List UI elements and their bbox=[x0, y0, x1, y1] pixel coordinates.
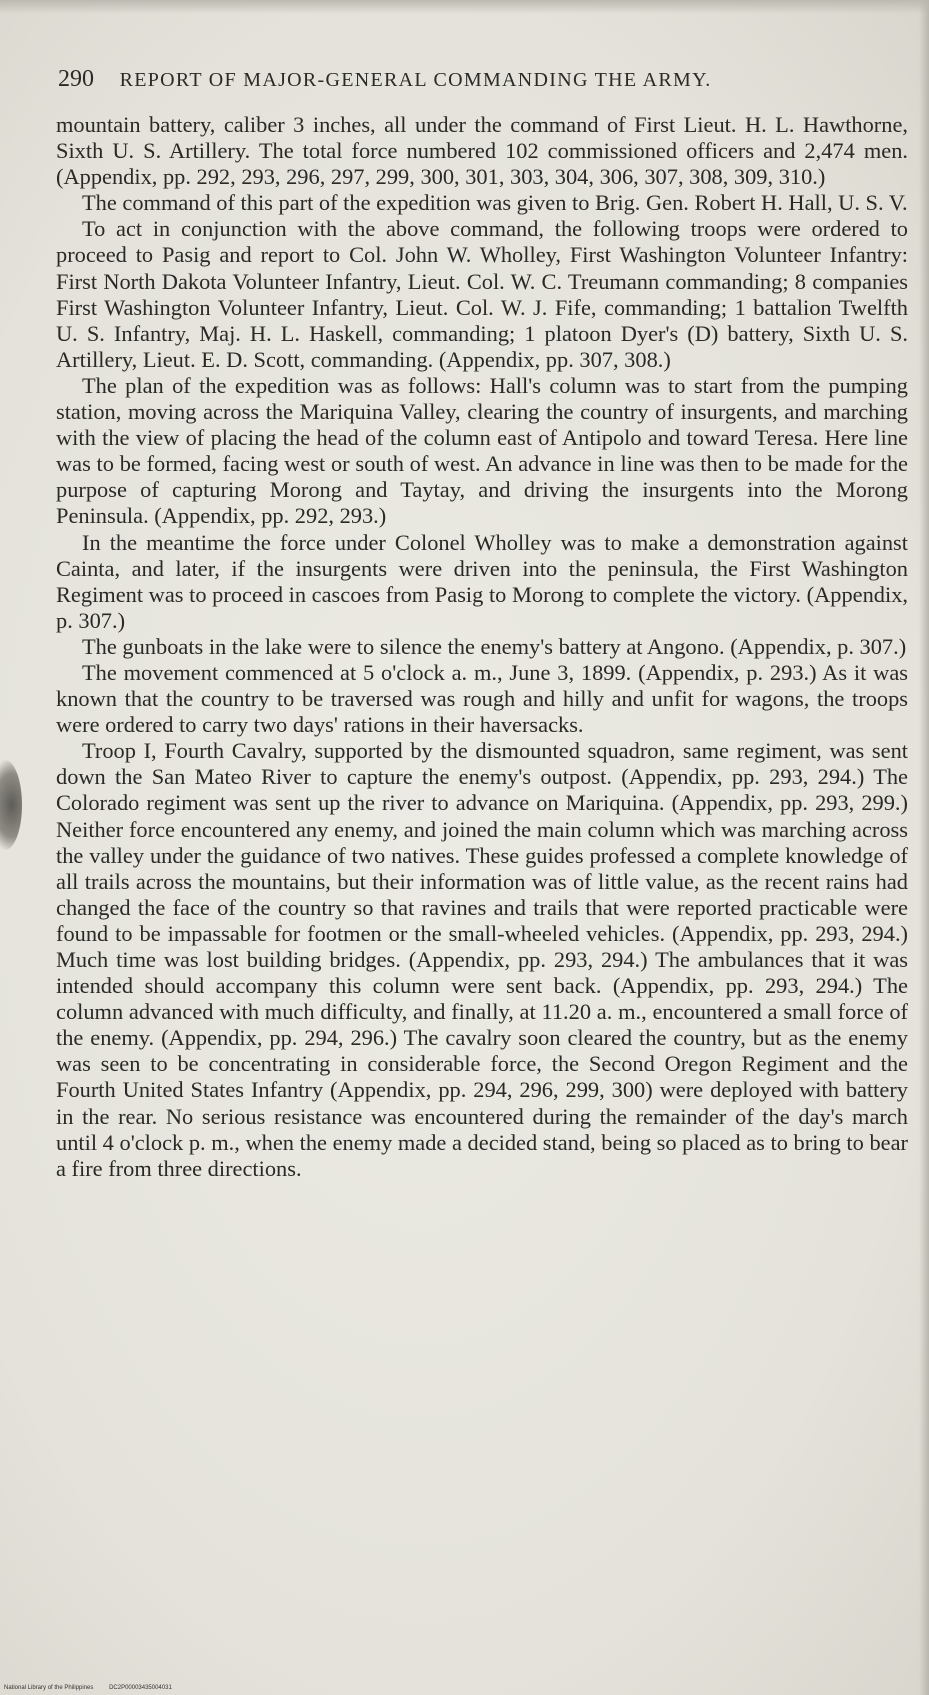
body-text bbox=[56, 112, 908, 1182]
scan-code: DC2P00003435004031 bbox=[109, 1685, 172, 1691]
page-header bbox=[58, 66, 908, 93]
library-credit: National Library of the Philippines bbox=[4, 1685, 94, 1691]
paragraph-5: In the meantime the force under Colonel Wholley was to make a demonstration against Cainta, and later, if the insurgents were driven into the peninsula, the First Washington Regiment was to proceed in cascoes from Pasig to Morong to complete the victory. (Appendix, p. 307.) bbox=[56, 529, 908, 633]
scan-top-shadow bbox=[0, 0, 929, 14]
paragraph-3: To act in conjunction with the above command, the following troops were ordered to proceed to Pasig and report to Col. John W. Wholley, First Washington Volunteer Infantry: First North Dakota Volunteer Infantry, Lieut. Col. W. C. Treumann commanding; 8 companies First Washington Volunteer Infantry, Lieut. Col. W. J. Fife, commanding; 1 battalion Twelfth U. S. Infantry, Maj. H. L. Haskell, commanding; 1 platoon Dyer's (D) battery, Sixth U. S. Artillery, Lieut. E. D. Scott, commanding. (Appendix, pp. 307, 308.) bbox=[56, 216, 908, 372]
paragraph-7: The movement commenced at 5 o'clock a. m., June 3, 1899. (Appendix, p. 293.) As it was known that the country to be traversed was rough and hilly and unfit for wagons, the troops were ordered to carry two days' rations in their haversacks. bbox=[56, 659, 908, 738]
scan-footer bbox=[4, 1685, 186, 1691]
scan-right-edge bbox=[919, 0, 929, 1695]
paragraph-8: Troop I, Fourth Cavalry, supported by the dismounted squadron, same regiment, was sent down the San Mateo River to capture the enemy's outpost. (Appendix, pp. 293, 294.) The Colorado regiment was sent up the river to advance on Mariquina. (Appendix, pp. 293, 299.) Neither force encountered any enemy, and joined the main column which was marching across the valley under the guidance of two natives. These guides professed a complete knowledge of all trails across the mountains, but their information was of little value, as the recent rains had changed the face of the country so that ravines and trails that were reported practicable were found to be impassable for footmen or the small-wheeled vehicles. (Appendix, pp. 293, 294.) Much time was lost building bridges. (Appendix, pp. 293, 294.) The ambulances that it was intended should accompany this column were sent back. (Appendix, pp. 293, 294.) The column advanced with much difficulty, and finally, at 11.20 a. m., encountered a small force of the enemy. (Appendix, pp. 294, 296.) The cavalry soon cleared the country, but as the enemy was seen to be concentrating in considerable force, the Second Oregon Regiment and the Fourth United States Infantry (Appendix, pp. 294, 296, 299, 300) were deployed with battery in the rear. No serious resistance was encountered during the remainder of the day's march until 4 o'clock p. m., when the enemy made a decided stand, being so placed as to bring to bear a fire from three directions. bbox=[56, 738, 908, 1181]
paragraph-6: The gunboats in the lake were to silence the enemy's battery at Angono. (Appendix, p. 307.) bbox=[82, 633, 907, 659]
binding-hole bbox=[0, 760, 22, 850]
running-head: REPORT OF MAJOR-GENERAL COMMANDING THE ARMY. bbox=[119, 69, 712, 91]
paragraph-1: mountain battery, caliber 3 inches, all under the command of First Lieut. H. L. Hawthorne, Sixth U. S. Artillery. The total force numbered 102 commissioned officers and 2,474 men. (Appendix, pp. 292, 293, 296, 297, 299, 300, 301, 303, 304, 306, 307, 308, 309, 310.) bbox=[56, 112, 908, 190]
paragraph-2: The command of this part of the expedition was given to Brig. Gen. Robert H. Hall, U. S. V. bbox=[82, 190, 908, 216]
page-number: 290 bbox=[58, 66, 94, 92]
paragraph-4: The plan of the expedition was as follows: Hall's column was to start from the pumping station, moving across the Mariquina Valley, clearing the country of insurgents, and marching with the view of placing the head of the column east of Antipolo and toward Teresa. Here line was to be formed, facing west or south of west. An advance in line was then to be made for the purpose of capturing Morong and Taytay, and driving the insurgents into the Morong Peninsula. (Appendix, pp. 292, 293.) bbox=[56, 372, 908, 529]
